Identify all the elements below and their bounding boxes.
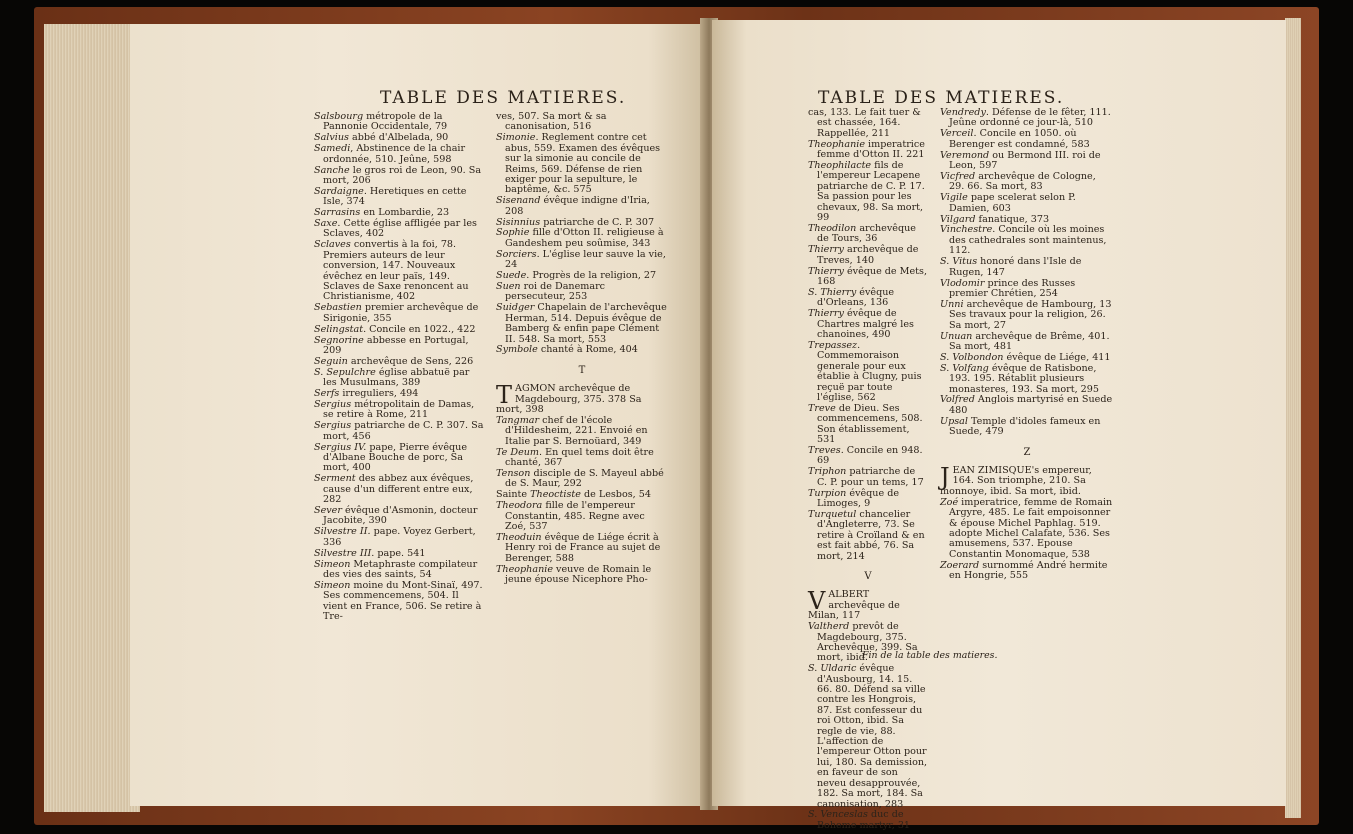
- entry-term: Verceil: [940, 128, 974, 140]
- index-entry: [496, 565, 668, 586]
- entry-text: évêque d'Asmonin, docteur Jacobite, 390: [323, 505, 478, 527]
- entry-text: . L'église leur sauve la vie, 24: [505, 248, 666, 271]
- index-entry: [808, 446, 928, 467]
- index-entry: [314, 133, 484, 143]
- index-entry: [808, 224, 928, 245]
- entry-text: Chapelain de l'archevêque Herman, 514. Depuis évêque de Bamberg & enfin pape Clément II. 548. Sa mort, 553: [505, 302, 667, 345]
- index-entry: [808, 309, 928, 340]
- index-entry: [808, 108, 928, 139]
- entry-term: Theoduin: [496, 531, 542, 543]
- entry-text: imperatrice, femme de Romain Argyre, 485. Le fait empoisonner & épouse Michel Paphlag. 519. adopte Michel Calafate, 536. Ses amusemens, 537. Epouse Constantin Monomaque, 538: [949, 496, 1113, 560]
- entry-term: Vicfred: [940, 170, 976, 182]
- entry-term: Vendredy: [940, 107, 986, 118]
- index-entry: [940, 193, 1114, 214]
- index-entry: [940, 463, 1114, 497]
- index-entry: [496, 112, 668, 133]
- right-column-1: [808, 108, 928, 832]
- entry-term: Volfred: [940, 394, 975, 406]
- index-entry: [314, 112, 484, 133]
- index-entry: [808, 341, 928, 403]
- entry-term: Tangmar: [496, 414, 540, 426]
- index-entry: [496, 196, 668, 217]
- index-entry: [808, 404, 928, 446]
- index-entry: [496, 448, 668, 469]
- left-column-2-t-entries: [496, 381, 668, 586]
- entry-term: Zoé: [940, 496, 959, 508]
- entry-text: archevêque de Sens, 226: [347, 355, 474, 367]
- index-entry: [496, 133, 668, 195]
- entry-term: Turquetul: [808, 508, 857, 520]
- entry-text: chef de l'école d'Hildesheim, 221. Envoié en Italie par S. Bernoüard, 349: [505, 414, 648, 447]
- entry-text: pape. 541: [374, 547, 426, 559]
- index-entry: [808, 510, 928, 562]
- entry-term: Suidger: [496, 302, 535, 314]
- entry-term: Thierry: [808, 308, 844, 320]
- entry-text: archevêque de Treves, 140: [817, 244, 919, 266]
- entry-text: cas, 133. Le fait tuer & est chassée, 164. Rappellée, 211: [808, 107, 921, 139]
- index-entry: [314, 560, 484, 581]
- entry-text: fille d'Otton II. religieuse à Gandeshem peu soûmise, 343: [505, 227, 664, 249]
- index-entry: [314, 581, 484, 623]
- entry-text: Anglois martyrisé en Suede 480: [949, 394, 1113, 416]
- index-entry: [314, 219, 484, 240]
- entry-text: pape scelerat selon P. Damien, 603: [949, 192, 1076, 214]
- index-entry: [940, 279, 1114, 300]
- index-entry: [940, 561, 1114, 582]
- entry-text: . Commemoraison generale pour eux établie à Clugny, puis reçuë par toute l'église, 562: [817, 339, 922, 403]
- left-column-2: [496, 112, 668, 586]
- index-entry: [314, 303, 484, 324]
- index-entry: [496, 533, 668, 564]
- entry-text: surnommé André hermite en Hongrie, 555: [949, 559, 1108, 582]
- index-entry: [314, 325, 484, 335]
- entry-text: des abbez aux évêques, cause d'un different entre eux, 282: [323, 473, 474, 506]
- entry-term: Serment: [314, 473, 356, 485]
- section-letter-v: V: [864, 570, 872, 582]
- entry-term: Serfs: [314, 388, 340, 400]
- entry-term: Sophie: [496, 227, 530, 239]
- entry-text: évêque de Liége écrit à Henry roi de France au sujet de Berenger, 588: [505, 531, 661, 564]
- index-entry: [314, 506, 484, 527]
- index-entry: [496, 228, 668, 249]
- entry-term: S. Vitus: [940, 256, 978, 268]
- entry-term: Simonie: [496, 132, 536, 144]
- index-entry: [314, 549, 484, 559]
- index-entry: [808, 267, 928, 288]
- entry-term: Theophanie: [496, 563, 553, 575]
- entry-text: ALBERT archevêque de Milan, 117: [808, 589, 900, 622]
- index-entry: [314, 400, 484, 421]
- right-column-1-entries: [808, 108, 928, 562]
- entry-text: de Dieu. Ses commencemens, 508. Son établissement, 531: [817, 402, 923, 446]
- entry-text: . Progrès de la religion, 27: [526, 270, 657, 282]
- right-column-1-v-entries: [808, 587, 928, 831]
- entry-text: fils de l'empereur Lecapene patriarche de C. P. 17. Sa passion pour les chevaux, 98. Sa mort, 99: [817, 160, 925, 224]
- right-page: [712, 20, 1286, 831]
- index-entry: [940, 364, 1114, 395]
- index-entry: [314, 389, 484, 399]
- index-entry: [496, 469, 668, 490]
- entry-text: prince des Russes premier Chrétien, 254: [949, 277, 1076, 299]
- entry-text: irreguliers, 494: [339, 388, 419, 400]
- entry-text: abbé d'Albelada, 90: [348, 132, 449, 144]
- index-entry: [940, 129, 1114, 150]
- index-entry: [808, 664, 928, 810]
- entry-term: Sergius: [314, 420, 352, 432]
- index-entry: [314, 527, 484, 548]
- entry-text: . Concile où les moines des cathedrales sont maintenus, 112.: [949, 224, 1107, 257]
- left-column-1: [314, 112, 484, 623]
- entry-text: évêque indigne d'Iria, 208: [505, 195, 650, 217]
- entry-term: Simeon: [314, 579, 351, 591]
- entry-term: Sardaigne: [314, 185, 364, 197]
- entry-text: Temple d'idoles fameux en Suede, 479: [949, 415, 1101, 438]
- section-letter-z: Z: [1023, 446, 1031, 458]
- index-entry: [940, 257, 1114, 278]
- entry-text: patriarche de C. P. pour un tems, 17: [817, 466, 924, 488]
- index-entry: [314, 144, 484, 165]
- entry-text: archevêque de Brême, 401. Sa mort, 481: [949, 330, 1110, 352]
- entry-text: évêque de Limoges, 9: [817, 487, 900, 510]
- entry-text: . En quel tems doit être chanté, 367: [505, 446, 654, 469]
- entry-term: Sergius: [314, 398, 352, 410]
- index-entry: [940, 215, 1114, 225]
- entry-text: chanté à Rome, 404: [537, 344, 638, 356]
- entry-text: . Reglement contre cet abus, 559. Examen des évêques sur la simonie au concile de Reims, 569. Défense de rien exiger pour la sepulture, le baptême, &c. 575: [505, 132, 661, 196]
- entry-term: Thierry: [808, 244, 844, 256]
- index-entry: [496, 271, 668, 281]
- entry-term: Sorciers: [496, 248, 537, 260]
- entry-text: fanatique, 373: [975, 213, 1050, 225]
- index-entry: [314, 443, 484, 474]
- index-entry: [496, 218, 668, 228]
- index-entry: [314, 357, 484, 367]
- entry-text: Sainte: [496, 489, 531, 501]
- index-entry: [496, 490, 668, 500]
- index-entry: [314, 474, 484, 505]
- entry-text: . Concile en 948. 69: [817, 445, 923, 467]
- entry-text: évêque d'Orleans, 136: [817, 286, 895, 309]
- entry-text: disciple de S. Mayeul abbé de S. Maur, 292: [505, 468, 664, 490]
- index-entry: [808, 467, 928, 488]
- index-entry: [940, 108, 1114, 129]
- entry-term: S. Sepulchre: [314, 366, 376, 378]
- entry-term: Te Deum: [496, 446, 540, 458]
- entry-text: patriarche de C. P. 307: [540, 216, 655, 228]
- entry-text: convertis à la foi, 78. Premiers auteurs de leur conversion, 147. Nouveaux évêchez en leur païs, 149. Sclaves de Saxe renoncent au Christianisme, 402: [323, 239, 469, 303]
- entry-text: AGMON archevêque de Magdebourg, 375. 378 Sa mort, 398: [496, 383, 642, 416]
- entry-term: Sclaves: [314, 239, 351, 251]
- entry-text: veuve de Romain le jeune épouse Nicephore Pho-: [505, 563, 652, 586]
- entry-text: imperatrice femme d'Otton II. 221: [817, 138, 925, 161]
- index-entry: [314, 208, 484, 218]
- index-entry: [808, 288, 928, 309]
- entry-term: Theophanie: [808, 138, 865, 150]
- entry-term: Sisenand: [496, 195, 541, 207]
- index-entry: [496, 303, 668, 345]
- entry-text: . Heretiques en cette Isle, 374: [323, 185, 467, 208]
- entry-term: Salsbourg: [314, 111, 364, 122]
- entry-term: Zoerard: [940, 559, 980, 571]
- index-entry: [808, 245, 928, 266]
- index-entry: [496, 282, 668, 303]
- entry-text: église abbatuë par les Musulmans, 389: [323, 366, 470, 389]
- entry-term: Sarrasins: [314, 207, 361, 219]
- entry-term: Vigile: [940, 192, 968, 204]
- entry-text: ves, 507. Sa mort & sa canonisation, 516: [496, 111, 607, 133]
- entry-term: Vilgard: [940, 213, 976, 225]
- drop-cap: T: [496, 381, 513, 410]
- entry-term: Silvestre III.: [314, 547, 375, 559]
- entry-text: métropolitain de Damas, se retire à Rome, 211: [323, 398, 475, 421]
- entry-text: moine du Mont-Sinaï, 497. Ses commencemens, 504. Il vient en France, 506. Se retire à Tre-: [323, 579, 483, 623]
- entry-term: Sisinnius: [496, 216, 541, 228]
- entry-text: Metaphraste compilateur des vies des saints, 54: [323, 558, 478, 580]
- entry-term: Triphon: [808, 466, 847, 478]
- left-column-2-entries: [496, 112, 668, 356]
- entry-term: Upsal: [940, 415, 968, 427]
- index-entry: [496, 416, 668, 447]
- entry-term: Saxe: [314, 218, 338, 230]
- entry-term: Theodilon: [808, 222, 857, 234]
- index-entry: [940, 300, 1114, 331]
- entry-term: Unuan: [940, 330, 973, 342]
- entry-text: évêque de Liége, 411: [1003, 351, 1111, 363]
- entry-text: roi de Danemarc persecuteur, 253: [505, 281, 606, 303]
- index-entry: [314, 240, 484, 302]
- entry-text: EAN ZIMISQUE's empereur, 164. Son triomphe, 210. Sa monnoye, ibid. Sa mort, ibid.: [940, 465, 1092, 497]
- drop-cap: J: [940, 463, 950, 491]
- entry-term: Sergius IV.: [314, 441, 367, 453]
- entry-term: Sanche: [314, 164, 350, 176]
- entry-text: pape. Voyez Gerbert, 336: [323, 526, 476, 548]
- entry-text: évêque d'Ausbourg, 14. 15. 66. 80. Défend sa ville contre les Hongrois, 87. Est confesseur du roi Otton, ibid. Sa regle de vie, 88. L'affection de l'empereur Otton pour lui, 180. Sa demission, en faveur de son neveu desapprouvée, 182. Sa mort, 184. Sa canonisation, 283: [817, 663, 928, 810]
- entry-text: patriarche de C. P. 307. Sa mort, 456: [323, 420, 484, 442]
- entry-term: S. Volbondon: [940, 351, 1004, 363]
- index-entry: [808, 140, 928, 161]
- index-entry: [808, 587, 928, 622]
- entry-term: Sebastien: [314, 302, 362, 314]
- right-column-2-z-entries: [940, 463, 1114, 582]
- entry-text: pape, Pierre évêque d'Albane Bouche de porc, Sa mort, 400: [323, 441, 467, 474]
- right-column-2-entries: [940, 108, 1114, 438]
- left-page: [130, 24, 706, 806]
- page-edges-right: [1285, 18, 1301, 818]
- entry-term: S. Thierry: [808, 286, 857, 298]
- index-entry: [314, 368, 484, 389]
- entry-text: duc de Boheme martyr, 31: [817, 809, 911, 831]
- entry-term: Suede: [496, 270, 527, 282]
- entry-term: Unni: [940, 298, 964, 310]
- end-of-table-note: Fin de la table des matieres.: [862, 650, 998, 661]
- entry-text: honoré dans l'Isle de Rugen, 147: [949, 256, 1082, 278]
- section-letter-t: T: [578, 364, 586, 376]
- page-edges-left: [44, 24, 140, 812]
- entry-term: Valtherd: [808, 621, 850, 633]
- index-entry: [940, 172, 1114, 193]
- index-entry: [808, 161, 928, 223]
- entry-term: Vlodomir: [940, 277, 985, 289]
- index-entry: [496, 345, 668, 355]
- entry-text: de Lesbos, 54: [580, 489, 651, 501]
- entry-term: Silvestre II.: [314, 526, 371, 538]
- entry-text: évêque de Chartres malgré les chanoines, 490: [817, 308, 914, 341]
- index-entry: [496, 250, 668, 271]
- entry-term: Simeon: [314, 558, 351, 570]
- right-page-header: TABLE DES MATIERES.: [818, 88, 1065, 108]
- index-entry: [314, 336, 484, 357]
- right-column-2: [940, 108, 1114, 582]
- entry-term: Trepassez: [808, 339, 858, 351]
- index-entry: [496, 501, 668, 532]
- index-entry: [940, 395, 1114, 416]
- index-entry: [808, 810, 928, 831]
- entry-text: fille de l'empereur Constantin, 485. Regne avec Zoé, 537: [505, 500, 645, 533]
- index-entry: [940, 151, 1114, 172]
- entry-term: S. Uldaric: [808, 663, 857, 675]
- entry-term: Theoctiste: [530, 489, 581, 501]
- entry-term: Tenson: [496, 468, 531, 479]
- entry-term: Turpion: [808, 487, 847, 499]
- entry-text: évêque de Ratisbone, 193. 195. Rétablit plusieurs monasteres, 193. Sa mort, 295: [949, 362, 1099, 395]
- entry-text: le gros roi de Leon, 90. Sa mort, 206: [323, 164, 482, 186]
- entry-term: Treve: [808, 402, 836, 414]
- entry-text: , Abstinence de la chair ordonnée, 510. Jeûne, 598: [323, 143, 466, 165]
- index-entry: [940, 225, 1114, 256]
- entry-term: Seguin: [314, 355, 348, 367]
- index-entry: [314, 166, 484, 187]
- entry-term: Treves: [808, 445, 841, 456]
- index-entry: [314, 187, 484, 208]
- entry-text: premier archevêque de Sirigonie, 355: [323, 302, 479, 324]
- entry-text: . Concile en 1022., 422: [363, 323, 476, 335]
- index-entry: [314, 421, 484, 442]
- entry-text: métropole de la Pannonie Occidentale, 79: [323, 111, 448, 133]
- entry-term: S. Volfang: [940, 362, 989, 374]
- entry-text: ou Bermond III. roi de Leon, 597: [949, 149, 1101, 172]
- index-entry: [940, 353, 1114, 363]
- entry-text: prevôt de Magdebourg, 375. Archevêque, 399. Sa mort, ibid.: [817, 621, 918, 664]
- entry-term: Salvius: [314, 132, 349, 144]
- entry-text: archevêque de Tours, 36: [817, 222, 916, 245]
- entry-term: Samedi: [314, 143, 351, 155]
- entry-text: archevêque de Cologne, 29. 66. Sa mort, 83: [949, 170, 1096, 193]
- drop-cap: V: [808, 587, 826, 616]
- entry-text: . Concile en 1050. où Berenger est condamné, 583: [949, 128, 1090, 150]
- entry-text: en Lombardie, 23: [360, 207, 450, 219]
- index-entry: [808, 489, 928, 510]
- entry-text: abbesse en Portugal, 209: [323, 334, 469, 356]
- index-entry: [496, 381, 668, 416]
- entry-text: évêque de Mets, 168: [817, 265, 927, 287]
- left-page-header: TABLE DES MATIERES.: [380, 88, 627, 108]
- entry-text: archevêque de Hambourg, 13 Ses travaux pour la religion, 26. Sa mort, 27: [949, 298, 1112, 331]
- entry-term: Theodora: [496, 500, 543, 512]
- entry-term: Suen: [496, 281, 521, 292]
- entry-text: chancelier d'Angleterre, 73. Se retire à Croïland & en est fait abbé, 76. Sa mort, 214: [817, 508, 925, 562]
- index-entry: [940, 417, 1114, 438]
- entry-term: Thierry: [808, 265, 844, 277]
- entry-term: Veremond: [940, 149, 990, 161]
- entry-term: Sever: [314, 505, 342, 517]
- entry-text: . Défense de le fêter, 111. Jeûne ordonné ce jour-là, 510: [949, 107, 1111, 129]
- entry-term: S. Venceslas: [808, 809, 868, 821]
- entry-text: . Cette église affligée par les Sclaves, 402: [323, 218, 477, 240]
- entry-term: Theophilacte: [808, 160, 872, 172]
- entry-term: Segnorine: [314, 334, 364, 346]
- entry-term: Selingstat: [314, 323, 364, 335]
- index-entry: [940, 332, 1114, 353]
- index-entry: [940, 498, 1114, 560]
- entry-term: Vinchestre: [940, 224, 993, 236]
- entry-term: Symbole: [496, 344, 538, 356]
